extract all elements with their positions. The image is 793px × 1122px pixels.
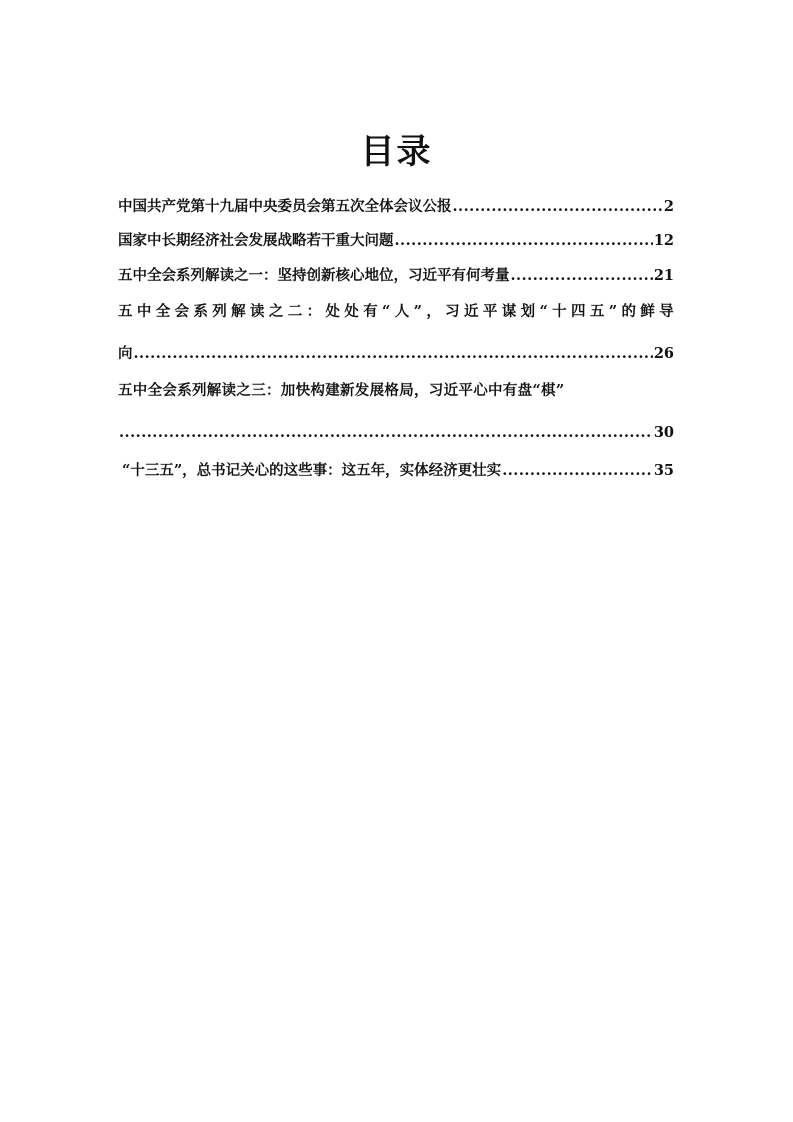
- toc-leader-dots: [502, 460, 653, 482]
- toc-entry[interactable]: [118, 196, 674, 218]
- page-title: 目录: [360, 132, 433, 172]
- toc-entry-title: “十三五”，总书记关心的这些事：这五年，实体经济更壮实: [122, 462, 502, 479]
- toc-entry-title: 中国共产党第十九届中央委员会第五次全体会议公报: [118, 198, 452, 215]
- toc-entry-title: 国家中长期经济社会发展战略若干重大问题: [118, 232, 394, 249]
- toc-leader-dots: [134, 343, 653, 365]
- toc-entry[interactable]: [118, 380, 674, 444]
- toc-entry[interactable]: [118, 301, 674, 365]
- toc-leader-dots: [119, 422, 653, 444]
- toc-page-number: 12: [653, 232, 674, 249]
- toc-page-number: 35: [653, 462, 674, 479]
- toc-page-number: 21: [653, 267, 674, 284]
- toc-entry-title: 五中全会系列解读之三：加快构建新发展格局，习近平心中有盘“棋”: [118, 382, 565, 399]
- toc-entry[interactable]: [118, 265, 674, 287]
- toc-leader-dots: [511, 265, 653, 287]
- toc-leader-dots: [395, 230, 653, 252]
- toc-entry-title: 五中全会系列解读之一：坚持创新核心地位，习近平有何考量: [118, 267, 510, 284]
- toc-entry[interactable]: [118, 460, 674, 482]
- toc-entry[interactable]: [118, 230, 674, 252]
- table-of-contents: [118, 196, 674, 482]
- toc-entry-title: 五中全会系列解读之二：处处有“人”，习近平谋划“十四五”的鲜导: [118, 303, 674, 320]
- toc-leader-dots: [453, 196, 663, 218]
- toc-page-number: 2: [663, 198, 674, 215]
- toc-entry-title-continued: 向: [118, 345, 133, 362]
- toc-page-number: 30: [653, 424, 674, 441]
- toc-page-number: 26: [653, 345, 674, 362]
